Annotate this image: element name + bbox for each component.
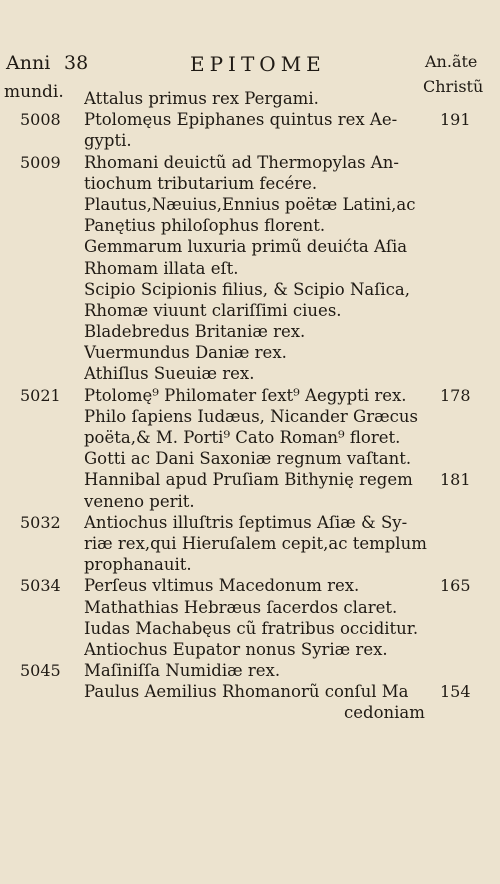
chronicle-row (0, 639, 500, 660)
anno-mundi-year: 5045 (20, 661, 61, 681)
chronicle-row (0, 385, 500, 406)
chronicle-row (0, 258, 500, 279)
header-ante: An.ãte (425, 52, 478, 71)
chronicle-row (0, 109, 500, 130)
chronicle-row (0, 130, 500, 151)
entry-text: Antiochus Eupator nonus Syriæ rex. (84, 639, 388, 659)
chronicle-row (0, 597, 500, 618)
entry-text: Attalus primus rex Pergami. (84, 89, 319, 108)
entry-text: Bladebredus Britaniæ rex. (84, 322, 306, 342)
chronicle-row (0, 152, 500, 173)
anno-mundi-year: 5009 (20, 152, 61, 172)
entry-text: Plautus,Næuius,Ennius poëtæ Latini,ac (84, 194, 416, 214)
chronicle-row (0, 702, 500, 723)
chronicle-row (0, 512, 500, 533)
entry-text: prophanauit. (84, 555, 192, 575)
anno-mundi-year: 5008 (20, 110, 61, 130)
entry-text: veneno perit. (84, 491, 195, 511)
chronicle-row (0, 173, 500, 194)
chronicle-entries (0, 88, 500, 724)
ante-christum-year: 191 (440, 110, 471, 130)
header-mundi: mundi. (4, 82, 64, 102)
entry-text: riæ rex,qui Hieruſalem cepit,ac templum (84, 533, 427, 553)
entry-text: Antiochus illuſtris ſeptimus Aſiæ & Sy- (84, 512, 408, 532)
entry-text: Rhomani deuictũ ad Thermopylas An- (84, 152, 399, 172)
chronicle-row (0, 300, 500, 321)
header-christi: Christũ (423, 77, 484, 96)
page-number: 38 (64, 52, 89, 74)
entry-text: Athiſlus Sueuiæ rex. (84, 364, 255, 384)
entry-text: Philo ſapiens Iudæus, Nicander Græcus (84, 406, 418, 426)
chronicle-row (0, 88, 500, 109)
chronicle-row (0, 215, 500, 236)
entry-text: Ptolomę⁹ Philomater ſext⁹ Aegypti rex. (84, 385, 407, 405)
chronicle-row (0, 363, 500, 384)
chronicle-row (0, 554, 500, 575)
anno-mundi-year: 5032 (20, 512, 61, 532)
chronicle-row (0, 491, 500, 512)
ante-christum-year: 154 (440, 682, 471, 702)
anno-mundi-year: 5034 (20, 576, 61, 596)
entry-text: Iudas Machabęus cũ fratribus occiditur. (84, 618, 419, 638)
chronicle-row (0, 321, 500, 342)
chronicle-row (0, 533, 500, 554)
chronicle-row (0, 448, 500, 469)
entry-text: Vuermundus Daniæ rex. (84, 343, 287, 363)
header-anni: Anni (6, 52, 51, 74)
chronicle-row (0, 406, 500, 427)
ante-christum-year: 165 (440, 576, 471, 596)
chronicle-row (0, 618, 500, 639)
ante-christum-year: 178 (440, 385, 471, 405)
entry-text: Paulus Aemilius Rhomanorũ conſul Ma (84, 682, 409, 702)
page-title: EPITOME (190, 52, 326, 76)
entry-text: cedoniam (344, 703, 425, 723)
entry-text: Gemmarum luxuria primũ deuićta Aſia (84, 237, 408, 257)
chronicle-row (0, 427, 500, 448)
entry-text: poëta,& M. Porti⁹ Cato Roman⁹ floret. (84, 428, 401, 447)
entry-text: Maſiniſſa Numidiæ rex. (84, 661, 281, 681)
chronicle-row (0, 279, 500, 300)
entry-text: Rhomæ viuunt clariſſimi ciues. (84, 300, 342, 320)
entry-text: Panętius philoſophus florent. (84, 216, 326, 236)
entry-text: Scipio Scipionis filius, & Scipio Naſica, (84, 279, 410, 299)
entry-text: Mathathias Hebræus ſacerdos claret. (84, 597, 398, 617)
entry-text: Ptolomęus Epiphanes quintus rex Ae- (84, 110, 398, 130)
chronicle-row (0, 575, 500, 596)
chronicle-row (0, 342, 500, 363)
ante-christum-year: 181 (440, 470, 471, 490)
entry-text: gypti. (84, 131, 132, 151)
anno-mundi-year: 5021 (20, 385, 61, 405)
chronicle-row (0, 236, 500, 257)
chronicle-row (0, 194, 500, 215)
entry-text: Rhomam illata eſt. (84, 258, 239, 278)
chronicle-row (0, 681, 500, 702)
entry-text: tiochum tributarium fecére. (84, 173, 318, 193)
entry-text: Perſeus vltimus Macedonum rex. (84, 576, 360, 596)
entry-text: Hannibal apud Pruſiam Bithynię regem (84, 470, 413, 490)
chronicle-row (0, 660, 500, 681)
chronicle-row (0, 469, 500, 490)
entry-text: Gotti ac Dani Saxoniæ regnum vaſtant. (84, 449, 412, 469)
